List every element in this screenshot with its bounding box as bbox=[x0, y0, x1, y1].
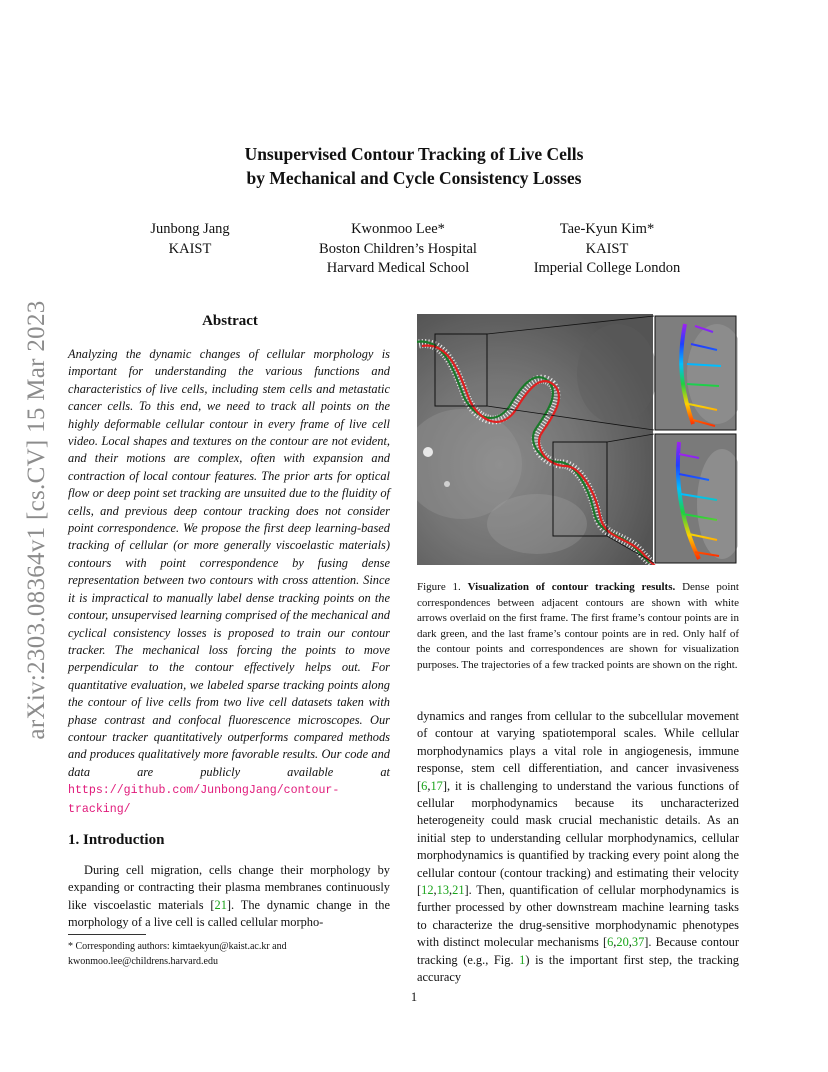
contour-tracking-visualization bbox=[417, 314, 738, 565]
caption-bold-title: Visualization of contour tracking results. bbox=[467, 581, 676, 593]
code-repository-link[interactable]: https://github.com/JunbongJang/contour-tracking/ bbox=[68, 784, 340, 816]
body-text: ) is the important first step, the tracking accuracy bbox=[417, 952, 739, 985]
author-affiliation-2: Imperial College London bbox=[533, 260, 681, 276]
author-affiliation-2: Harvard Medical School bbox=[326, 260, 470, 276]
citation-link[interactable]: 12 bbox=[421, 883, 434, 898]
citation-link[interactable]: 21 bbox=[214, 897, 227, 912]
page-number: 1 bbox=[410, 990, 418, 1004]
figure-1-caption bbox=[417, 580, 739, 674]
figure-reference-link[interactable]: 1 bbox=[519, 952, 526, 967]
body-text: ], it is challenging to understand the various functions of cellular morphodynamics because its uncharacterized heterogeneity could mask crucial mechanistic details. As an initial step to understanding cellular morphodynamics, cellular morphodynamics is quantified by tracking every point along the cellular contour (contour tracking) and estimating their velocity [ bbox=[417, 778, 739, 898]
author-3 bbox=[514, 220, 700, 279]
author-affiliation: KAIST bbox=[585, 240, 629, 257]
author-affiliation: KAIST bbox=[168, 240, 212, 257]
abstract-text: Analyzing the dynamic changes of cellular morphology is important for understanding the various functions and characteristics of live cells, including stem cells and metastatic cancer cells. To this end, we need to track all points on the highly deformable cellular contour in every frame of live cell video. Local shapes and textures on the contour are not evident, and their motions are complex, often with expansion and contraction of local contour features. The prior arts for optical flow or deep point set tracking are unsuited due to the fluidity of cells, and previous deep contour tracking does not consider point correspondence. We propose the first deep learning-based tracking of cellular (or more generally viscoelastic materials) contours with point correspondence by fusing dense representation between two contours with cross attention. Since it is impractical to manually label dense tracking points on the contour, unsupervised learning comprised of the mechanical and cyclical consistency losses is proposed to train our contour tracker. The mechanical loss forcing the points to move perpendicular to the contour effectively helps out. For quantitative evaluation, we labeled sparse tracking points along the contour of live cells from two live cell datasets taken with phase contrast and confocal fluorescence microscopes. Our contour tracker quantitatively outperforms compared methods and produces qualitatively more favorable results. Our code and data are publicly available at bbox=[68, 347, 390, 779]
author-name: Junbong Jang bbox=[150, 221, 230, 237]
author-2 bbox=[298, 220, 498, 279]
abstract-heading: Abstract bbox=[202, 313, 258, 329]
paper-title bbox=[0, 142, 828, 190]
caption-label: Figure 1. bbox=[417, 581, 468, 593]
arxiv-id-text: arXiv:2303.08364v1 [cs.CV] 15 Mar 2023 bbox=[23, 300, 50, 740]
body-text: ]. Then, quantification of cellular morphodynamics is further processed by other downstream machine learning tasks to characterize the drug-sensitive morphodynamic phenotypes with distinct molecular mechanisms [ bbox=[417, 883, 739, 950]
arxiv-identifier bbox=[22, 280, 52, 760]
citation-link[interactable]: 21 bbox=[452, 883, 465, 898]
citation-link[interactable]: 13 bbox=[436, 883, 450, 898]
author-name: Tae-Kyun Kim* bbox=[559, 221, 655, 237]
citation-link[interactable]: 6 bbox=[421, 778, 428, 793]
section-heading-introduction: 1. Introduction bbox=[68, 832, 165, 848]
body-text: ]. Because contour tracking (e.g., Fig. bbox=[417, 935, 739, 967]
introduction-continuation: dynamics and ranges from cellular to the subcellular movement of contour at varying spatiotemporal scales. While cellular morphodynamics plays a vital role in angiogenesis, immune response, stem cell differentiation, and cancer invasiveness [6,17], it is challenging to understand the various functions of cellular morphodynamics because its uncharacterized heterogeneity could mask crucial mechanistic details. As an initial step to understanding cellular morphodynamics, cellular morphodynamics is quantified by tracking every point along the cellular contour (contour tracking) and estimating their velocity [12,13,21]. Then, quantification of cellular morphodynamics is further processed by other downstream machine learning tasks to characterize the drug-sensitive morphodynamic phenotypes with distinct molecular mechanisms [6,20,37]. Because contour tracking (e.g., Fig. 1) is the important first step, the tracking accuracy bbox=[417, 709, 739, 985]
citation-link[interactable]: 37 bbox=[631, 935, 645, 950]
title-line-1: Unsupervised Contour Tracking of Live Cells bbox=[244, 144, 584, 164]
intro-text: During cell migration, cells change their morphology by expanding or contracting their plasma membranes continuously like viscoelastic materials [ bbox=[68, 863, 390, 912]
author-name: Kwonmoo Lee* bbox=[351, 221, 445, 237]
author-1 bbox=[130, 220, 250, 259]
title-line-2: by Mechanical and Cycle Consistency Losses bbox=[246, 168, 582, 188]
citation-link[interactable]: 17 bbox=[430, 778, 443, 793]
citation-link[interactable]: 20 bbox=[616, 935, 629, 950]
intro-text: ]. The dynamic change in the morphology of a live cell is called cellular morpho- bbox=[68, 897, 391, 930]
author-affiliation: Boston Children’s Hospital bbox=[319, 240, 477, 257]
introduction-paragraph bbox=[68, 862, 390, 932]
caption-text: Dense point correspondences between adjacent contours are shown with white arrows overlaid on the first frame. The first frame’s contour points are in dark green, and the last frame’s contour points are in red. Only half of the contour points and correspondences are shown for visualization purposes. The trajectories of a few tracked points are shown on the right. bbox=[417, 581, 739, 671]
figure-1-image bbox=[417, 314, 738, 565]
abstract-body bbox=[68, 346, 390, 818]
body-text: dynamics and ranges from cellular to the subcellular movement of contour at varying spatiotemporal scales. While cellular morphodynamics plays a vital role in angiogenesis, immune response, stem cell differentiation, and cancer invasiveness [ bbox=[417, 709, 739, 793]
footnote-corresponding-authors: * Corresponding authors: kimtaekyun@kaist.ac.kr and kwonmoo.lee@childrens.harvard.edu bbox=[68, 941, 287, 967]
footnote-rule bbox=[68, 934, 146, 935]
citation-link[interactable]: 6 bbox=[607, 935, 614, 950]
